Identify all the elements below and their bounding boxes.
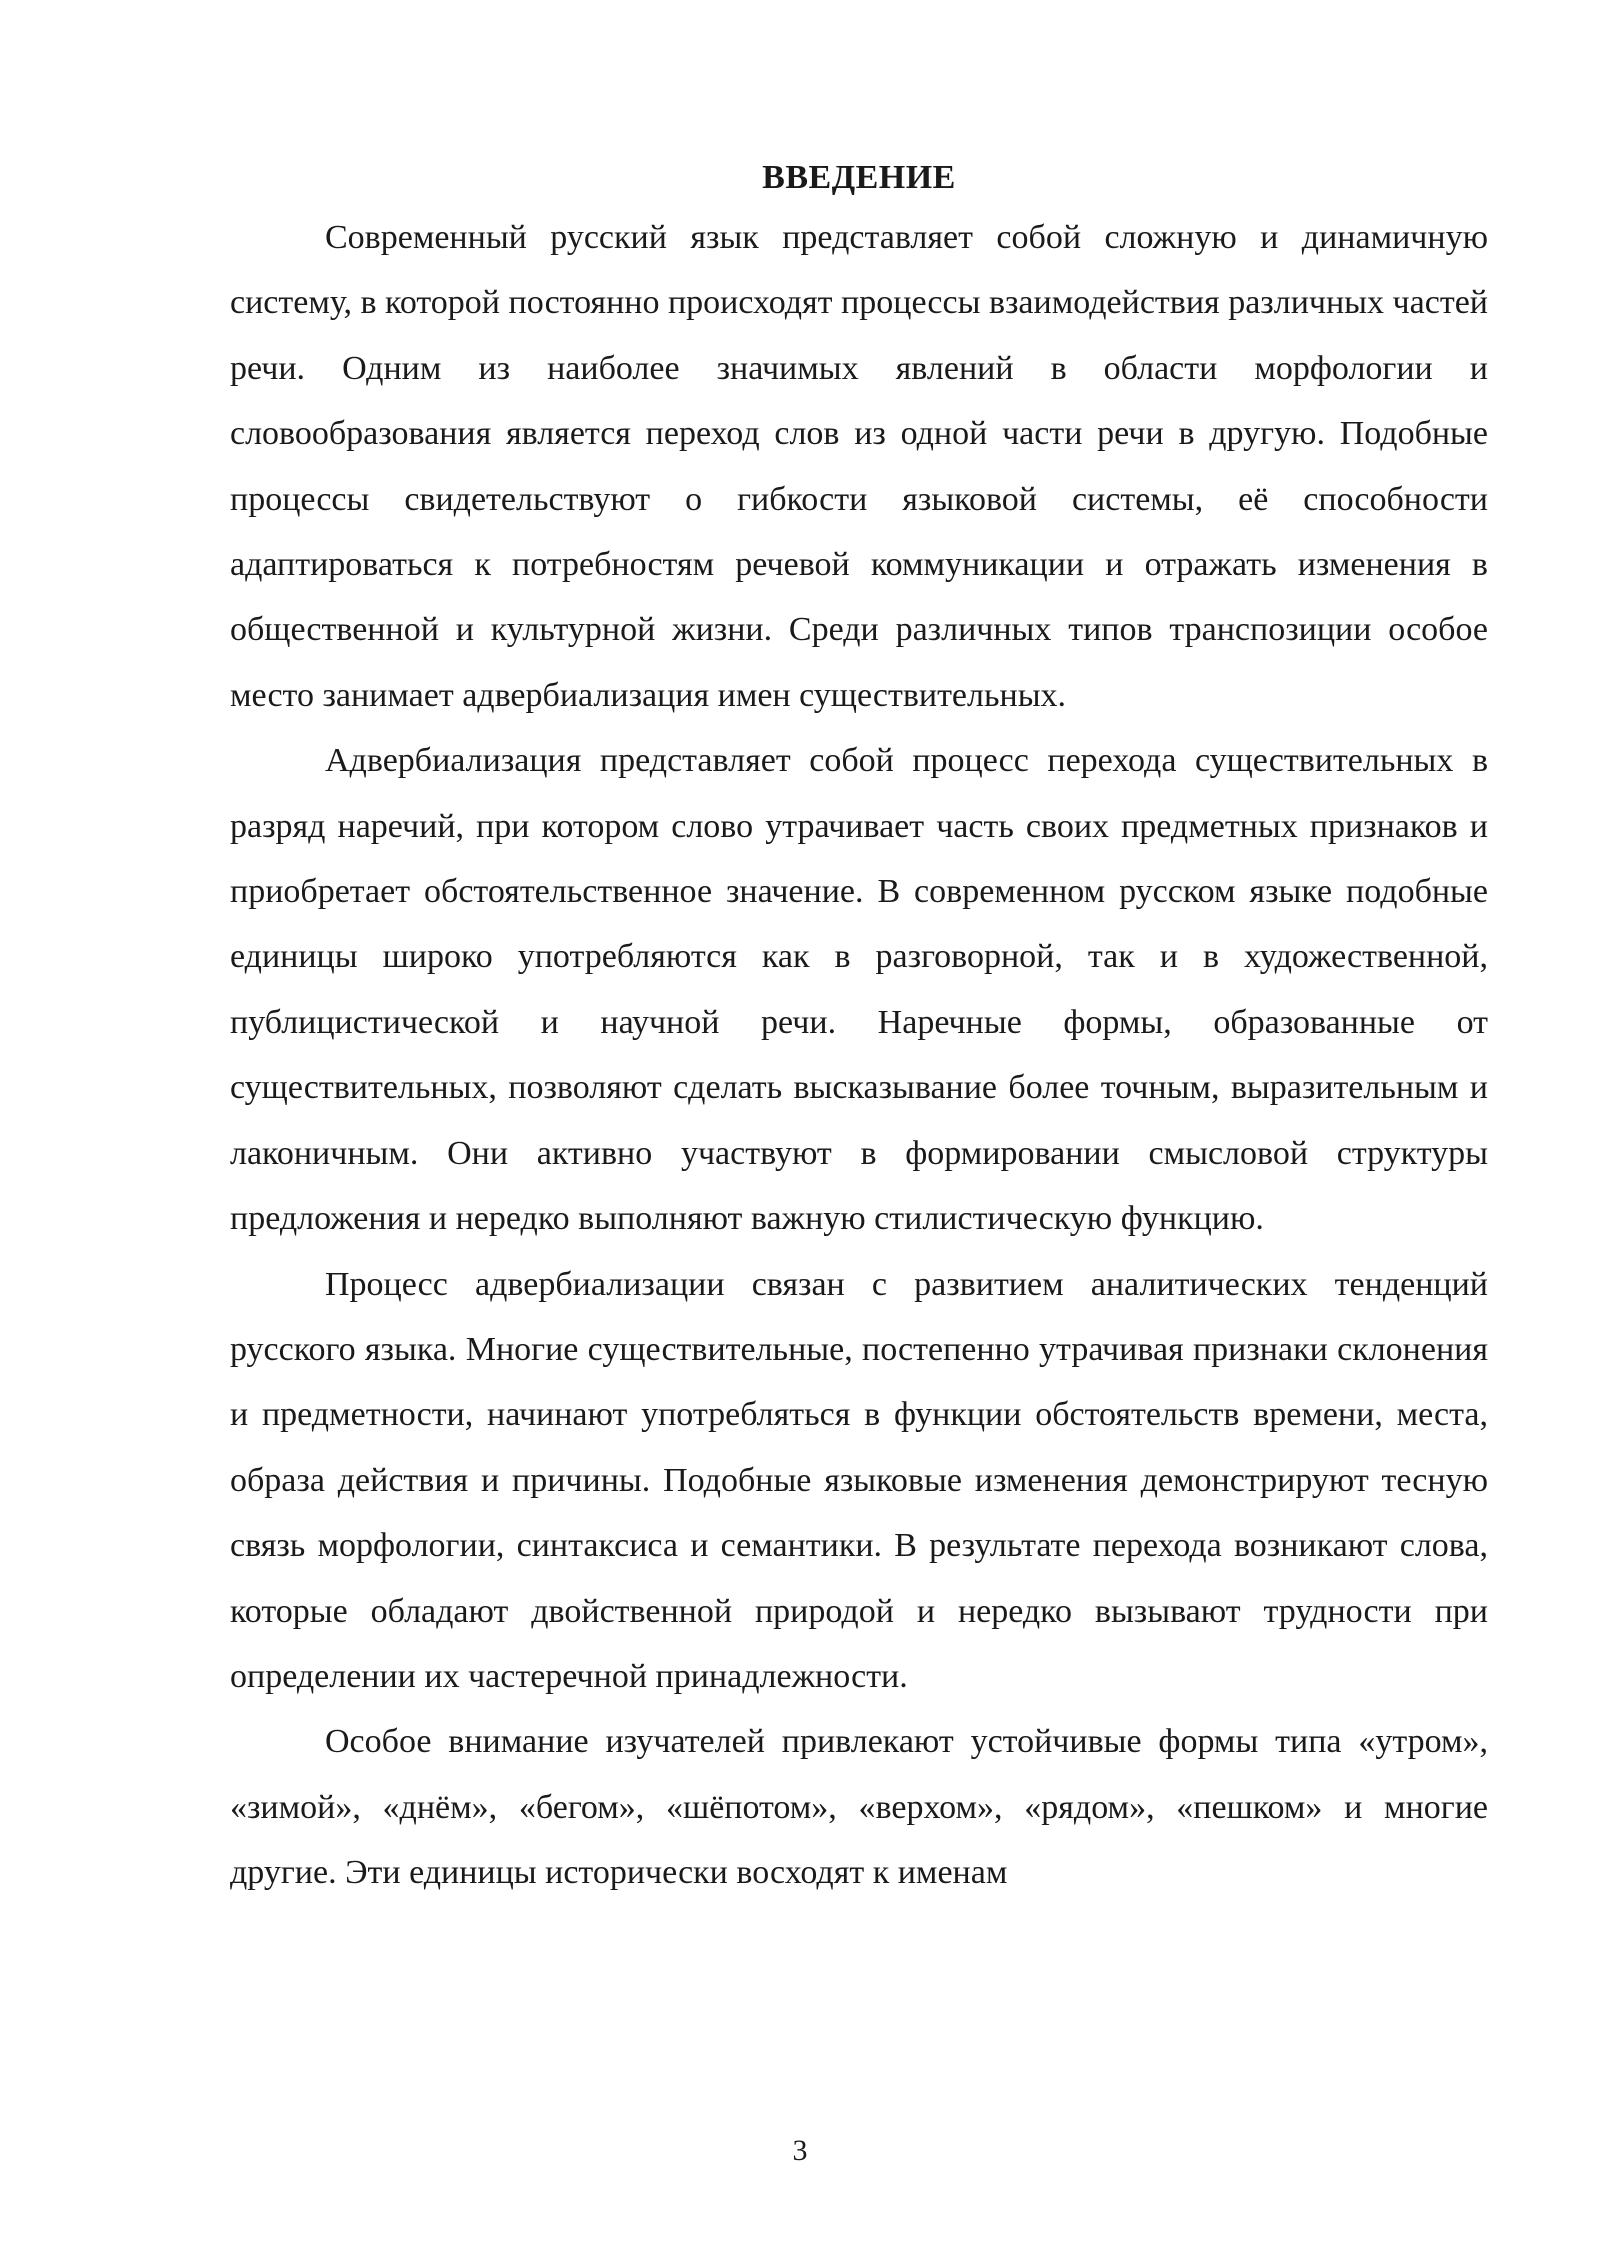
paragraph-2: Адвербиализация представляет собой процесс перехода существительных в разряд наречий, при котором слово утрачивает часть своих предметных признаков и приобретает обстоятельственное значение. В современном русском языке подобные единицы широко употребляются как в разговорной, так и в художественной, публицистической и научной речи. Наречные формы, образованные от существительных, позволяют сделать высказывание более точным, выразительным и лаконичным. Они активно участвуют в формировании смысловой структуры предложения и нередко выполняют важную стилистическую функцию. [230, 742, 1488, 1238]
paragraph-4: Особое внимание изучателей привлекают устойчивые формы типа «утром», «зимой», «днём», «бегом», «шёпотом», «верхом», «рядом», «пешком» и многие другие. Эти единицы исторически восходят к именам [230, 1723, 1488, 1892]
page-content [230, 150, 1488, 1906]
section-heading: ВВЕДЕНИЕ [762, 159, 956, 196]
page-number: 3 [792, 2134, 808, 2167]
paragraph-1: Современный русский язык представляет собой сложную и динамичную систему, в которой постоянно происходят процессы взаимодействия различных частей речи. Одним из наиболее значимых явлений в области морфологии и словообразования является переход слов из одной части речи в другую. Подобные процессы свидетельствуют о гибкости языковой системы, её способности адаптироваться к потребностям речевой коммуникации и отражать изменения в общественной и культурной жизни. Среди различных типов транспозиции особое место занимает адвербиализация имен существительных. [230, 219, 1488, 714]
paragraph-3: Процесс адвербиализации связан с развитием аналитических тенденций русского языка. Многие существительные, постепенно утрачивая признаки склонения и предметности, начинают употребляться в функции обстоятельств времени, места, образа действия и причины. Подобные языковые изменения демонстрируют тесную связь морфологии, синтаксиса и семантики. В результате перехода возникают слова, которые обладают двойственной природой и нередко вызывают трудности при определении их частеречной принадлежности. [230, 1265, 1488, 1695]
